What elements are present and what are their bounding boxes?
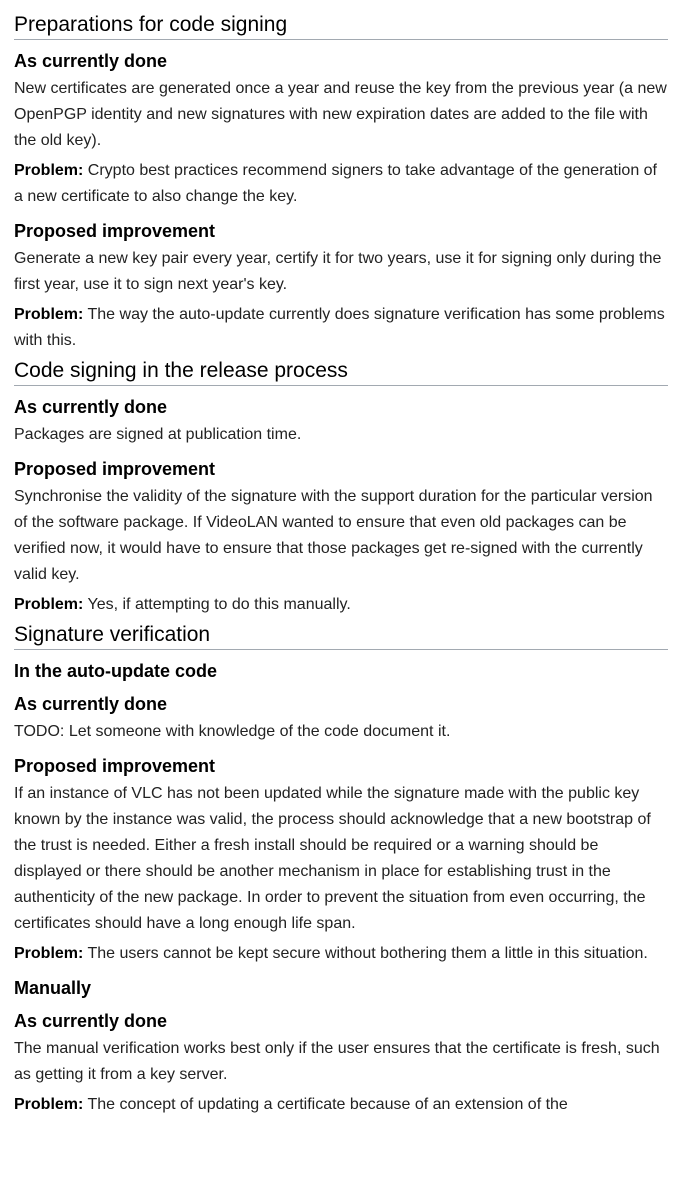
- paragraph-problem: [14, 302, 668, 354]
- problem-label: Problem:: [14, 306, 84, 323]
- paragraph-current-practice: Packages are signed at publication time.: [14, 426, 302, 443]
- problem-text: The users cannot be kept secure without bothering them a little in this situation.: [83, 945, 648, 962]
- paragraph-problem: [14, 941, 668, 967]
- subheading-as-currently-done: As currently done: [14, 397, 168, 417]
- subheading-as-currently-done: As currently done: [14, 51, 168, 71]
- subheading-as-currently-done: As currently done: [14, 1011, 168, 1031]
- problem-label: Problem:: [14, 596, 84, 613]
- paragraph-problem: [14, 592, 668, 618]
- problem-text: Crypto best practices recommend signers to take advantage of the generation of a new certificate to also change the key.: [14, 162, 657, 205]
- problem-label: Problem:: [14, 162, 84, 179]
- subheading-proposed-improvement: Proposed improvement: [14, 459, 216, 479]
- problem-text: The way the auto-update currently does signature verification has some problems with this.: [14, 306, 665, 349]
- paragraph-proposal: Generate a new key pair every year, certify it for two years, use it for signing only during the first year, use it to sign next year's key.: [14, 250, 662, 293]
- section-heading-preparations: Preparations for code signing: [14, 12, 668, 40]
- subheading-auto-update: In the auto-update code: [14, 661, 218, 681]
- problem-label: Problem:: [14, 1096, 84, 1113]
- paragraph-current-practice: TODO: Let someone with knowledge of the code document it.: [14, 723, 451, 740]
- subheading-proposed-improvement: Proposed improvement: [14, 221, 216, 241]
- problem-text: The concept of updating a certificate because of an extension of the: [83, 1096, 568, 1113]
- paragraph-current-practice: New certificates are generated once a year and reuse the key from the previous year (a new OpenPGP identity and new signatures with new expiration dates are added to the file with the old key).: [14, 80, 667, 149]
- problem-text: Yes, if attempting to do this manually.: [83, 596, 351, 613]
- subheading-manually: Manually: [14, 978, 92, 998]
- paragraph-proposal: Synchronise the validity of the signature with the support duration for the particular version of the software package. If VideoLAN wanted to ensure that even old packages can be verified now, it would have to ensure that those packages get re-signed with the currently valid key.: [14, 488, 653, 583]
- section-heading-signature-verification: Signature verification: [14, 622, 668, 650]
- paragraph-problem: [14, 158, 668, 210]
- document-content: [14, 12, 668, 1122]
- section-heading-release-process: Code signing in the release process: [14, 358, 668, 386]
- paragraph-proposal: If an instance of VLC has not been updated while the signature made with the public key known by the instance was valid, the process should acknowledge that a new bootstrap of the trust is needed. Either a fresh install should be required or a warning should be displayed or there should be another mechanism in place for establishing trust in the authenticity of the new package. In order to prevent the situation from even occurring, the certificates should have a long enough life span.: [14, 785, 651, 932]
- paragraph-current-practice: The manual verification works best only if the user ensures that the certificate is fresh, such as getting it from a key server.: [14, 1040, 660, 1083]
- problem-label: Problem:: [14, 945, 84, 962]
- subheading-proposed-improvement: Proposed improvement: [14, 756, 216, 776]
- subheading-as-currently-done: As currently done: [14, 694, 168, 714]
- paragraph-problem: [14, 1092, 668, 1118]
